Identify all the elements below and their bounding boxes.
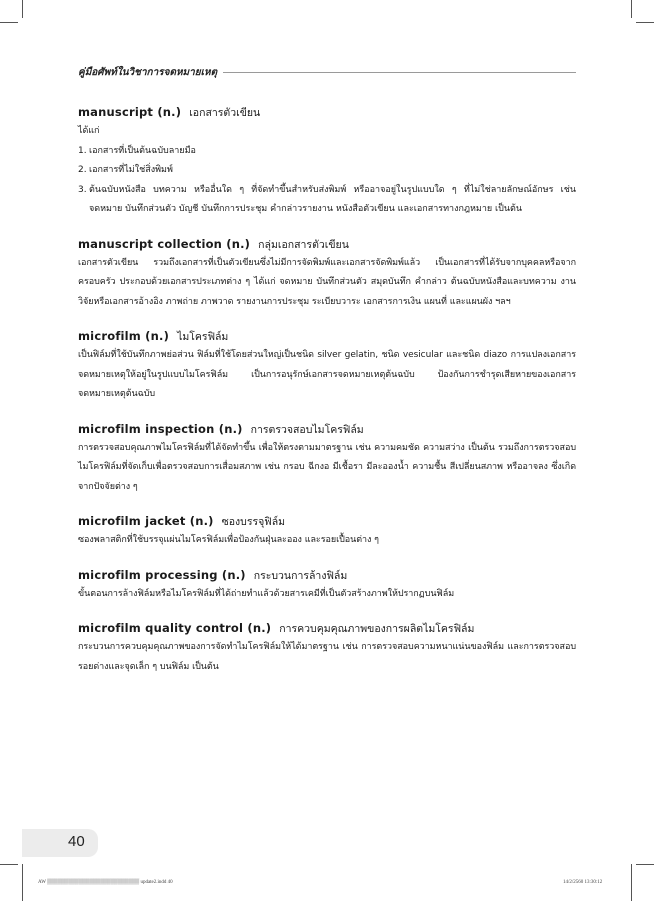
header-title: คู่มือศัพท์ในวิชาการจดหมายเหตุ xyxy=(78,66,218,78)
list-item xyxy=(78,142,576,162)
list-text: เอกสารที่เป็นต้นฉบับลายมือ xyxy=(89,145,196,156)
crop-mark xyxy=(631,0,632,18)
glossary-content xyxy=(78,104,576,693)
entry-thai-term: ซองบรรจุฟิล์ม xyxy=(221,516,286,528)
list-text: ต้นฉบับหนังสือ บทความ หรืออื่นใด ๆ ที่จัดทำขึ้นสำหรับส่งพิมพ์ หรืออาจอยู่ในรูปแบบใด ๆ ที่ไม่ใช่ลายลักษณ์อักษร เช่น จดหมาย บันทึกส่วนตัว บัญชี บันทึกการประชุม คำกล่าวรายงาน หนังสือตัวเขียน และเอกสารทางกฎหมาย เป็นต้น xyxy=(89,184,576,214)
entry-thai-term: การควบคุมคุณภาพของการผลิตไมโครฟิล์ม xyxy=(279,623,475,635)
page-number: 40 xyxy=(68,833,85,850)
entry-term: manuscript (n.) xyxy=(78,105,182,119)
glossary-entry xyxy=(78,104,576,220)
crop-mark xyxy=(636,22,654,23)
entry-definition: ซองพลาสติกที่ใช้บรรจุแผ่นไมโครฟิล์มเพื่อป้องกันฝุ่นละออง และรอยเปื้อนต่าง ๆ xyxy=(78,535,379,545)
page-number-tab xyxy=(22,829,98,857)
entry-term: microfilm jacket (n.) xyxy=(78,514,214,528)
crop-mark xyxy=(631,864,632,901)
header-rule xyxy=(223,72,576,73)
entry-heading xyxy=(78,620,576,638)
crop-mark xyxy=(22,0,23,18)
entry-definition: กระบวนการควบคุมคุณภาพของการจัดทำไมโครฟิล์มให้ได้มาตรฐาน เช่น การตรวจสอบความหนาแน่นของฟิล์ม และการตรวจสอบรอยด่างและจุดเล็ก ๆ บนฟิล์ม เป็นต้น xyxy=(78,642,576,672)
print-slug-date: 14/2/2560 13:30:12 xyxy=(563,880,603,885)
glossary-entry xyxy=(78,620,576,677)
entry-term: microfilm processing (n.) xyxy=(78,567,246,582)
glossary-entry xyxy=(78,421,576,498)
running-header xyxy=(78,64,576,80)
entry-thai-term: กระบวนการล้างฟิล์ม xyxy=(253,569,348,582)
list-number: 3. xyxy=(78,184,87,195)
entry-thai-term: ไมโครฟิล์ม xyxy=(177,331,229,343)
entry-thai-term: กลุ่มเอกสารตัวเขียน xyxy=(258,238,349,251)
print-slug-file: AW ▒▒▒▒▒▒▒▒▒▒▒▒▒▒▒▒▒▒▒▒▒▒▒▒▒▒ update2.indd 40 xyxy=(38,880,173,885)
glossary-entry xyxy=(78,328,576,405)
crop-mark xyxy=(22,864,23,901)
entry-definition: การตรวจสอบคุณภาพไมโครฟิล์มที่ได้จัดทำขึ้น เพื่อให้ตรงตามมาตรฐาน เช่น ความคมชัด ความสว่าง เป็นต้น รวมถึงการตรวจสอบไมโครฟิล์มที่จัดเก็บเพื่อตรวจสอบการเสื่อมสภาพ เช่น กรอบ ฉีกงอ มีเชื้อรา มีละอองน้ำ ความชื้น สีเปลี่ยนสภาพ หรืออาจลง ซึ่งเกิดจากปัจจัยต่าง ๆ xyxy=(78,442,576,492)
list-text: เอกสารที่ไม่ใช่สิ่งพิมพ์ xyxy=(89,165,173,175)
crop-mark xyxy=(0,864,18,865)
entry-heading xyxy=(78,421,576,439)
entry-term: microfilm inspection (n.) xyxy=(78,421,243,436)
list-item xyxy=(78,161,576,181)
list-number: 2. xyxy=(78,165,87,175)
glossary-entry xyxy=(78,513,576,551)
entry-heading xyxy=(78,513,576,531)
entry-thai-term: การตรวจสอบไมโครฟิล์ม xyxy=(250,423,364,436)
glossary-entry xyxy=(78,236,576,313)
entry-definition: ขั้นตอนการล้างฟิล์มหรือไมโครฟิล์มที่ได้ถ่ายทำแล้วด้วยสารเคมีที่เป็นตัวสร้างภาพให้ปรากฏบนฟิล์ม xyxy=(78,588,455,599)
crop-mark xyxy=(636,864,654,865)
entry-definition: เอกสารตัวเขียน รวมถึงเอกสารที่เป็นตัวเขียนซึ่งไม่มีการจัดพิมพ์และเอกสารจัดพิมพ์แล้ว เป็นเอกสารที่ได้รับจากบุคคลหรือจากครอบครัว ประกอบด้วยเอกสารประเภทต่าง ๆ ได้แก่ จดหมาย บันทึกส่วนตัว สมุดบันทึก คำกล่าว ต้นฉบับหนังสือและบทความ งานวิจัยหรือเอกสารอ้างอิง ภาพถ่าย ภาพวาด รายงานการประชุม ระเบียบวาระ เอกสารการเงิน แผนที่ และแผนผัง ฯลฯ xyxy=(78,257,576,307)
entry-term: microfilm quality control (n.) xyxy=(78,621,272,635)
crop-mark xyxy=(0,22,18,23)
list-number: 1. xyxy=(78,145,87,156)
entry-heading xyxy=(78,104,576,122)
glossary-entry xyxy=(78,567,576,605)
entry-heading xyxy=(78,328,576,346)
entry-heading xyxy=(78,236,576,254)
entry-term: microfilm (n.) xyxy=(78,329,170,343)
entry-definition: เป็นฟิล์มที่ใช้บันทึกภาพย่อส่วน ฟิล์มที่ใช้โดยส่วนใหญ่เป็นชนิด silver gelatin, ชนิด vesicular และชนิด diazo การแปลงเอกสารจดหมายเหตุให้อยู่ในรูปแบบไมโครฟิล์ม เป็นการอนุรักษ์เอกสารจดหมายเหตุต้นฉบับ ป้องกันการชำรุดเสียหายของเอกสารจดหมายเหตุต้นฉบับ xyxy=(78,350,576,399)
entry-heading xyxy=(78,567,576,585)
entry-intro: ได้แก่ xyxy=(78,126,100,136)
entry-thai-term: เอกสารตัวเขียน xyxy=(189,107,261,119)
list-item xyxy=(78,181,576,220)
entry-term: manuscript collection (n.) xyxy=(78,236,251,251)
